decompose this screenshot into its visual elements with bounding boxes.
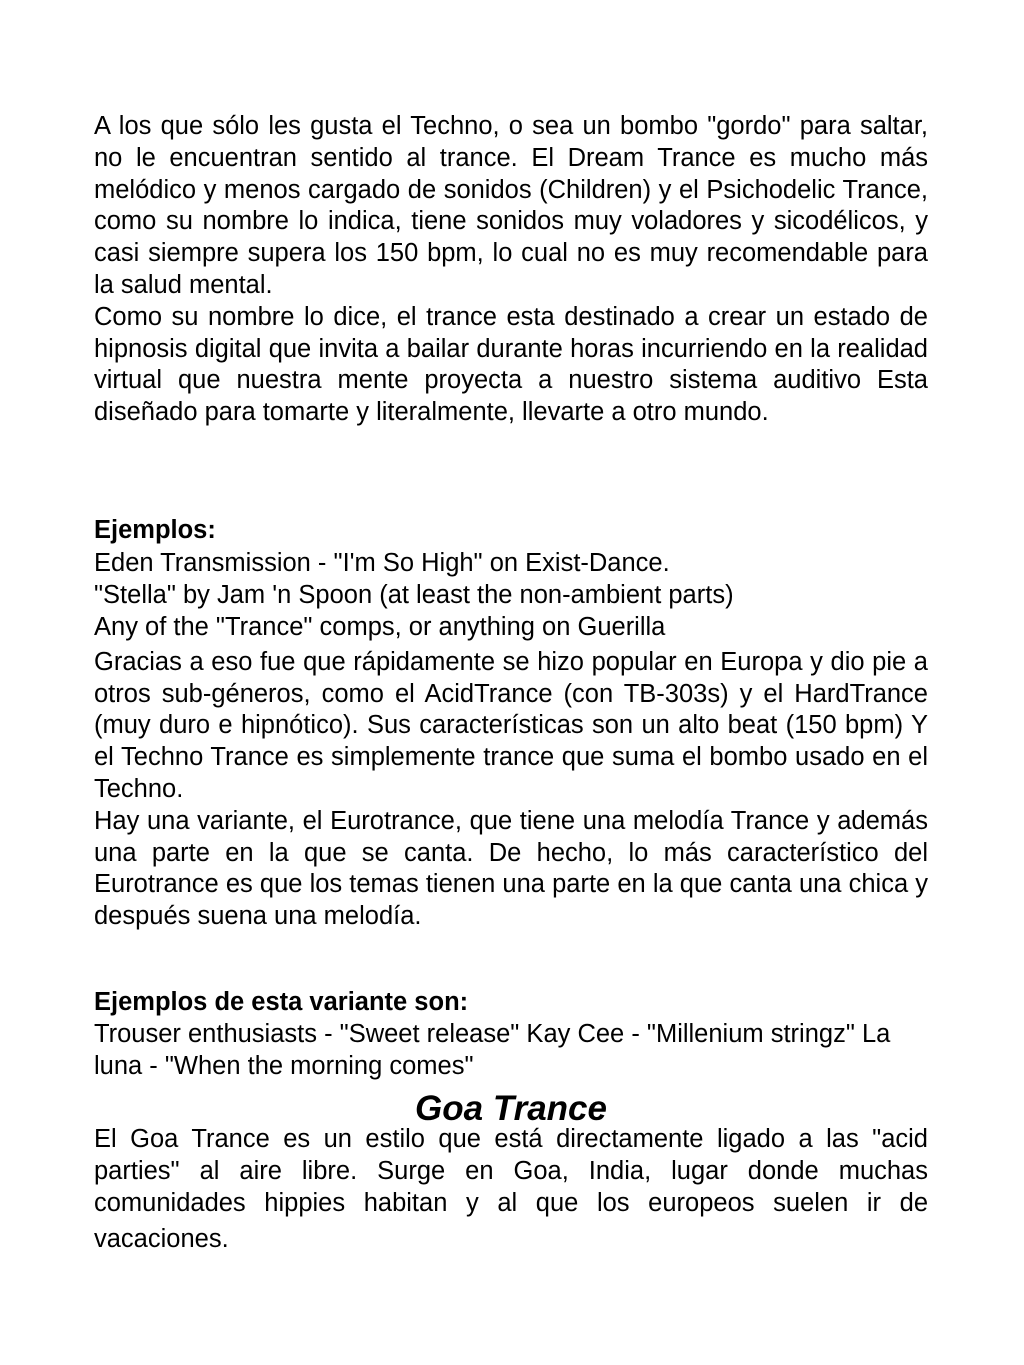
document-page [94, 111, 928, 1256]
example-item: "Stella" by Jam 'n Spoon (at least the non-ambient parts) [94, 580, 734, 609]
variant-examples-line: Trouser enthusiasts - "Sweet release" Kay Cee - "Millenium stringz" La [94, 1019, 891, 1048]
paragraph-subgenres: Gracias a eso fue que rápidamente se hizo popular en Europa y dio pie a otros sub-géneros, como el AcidTrance (con TB-303s) y el HardTrance (muy duro e hipnótico). Sus características son un alto beat (150 bpm) Y el Techno Trance es simplemente trance que suma el bombo usado en el Techno. [94, 647, 928, 803]
example-item: Eden Transmission - "I'm So High" on Exist-Dance. [94, 548, 670, 577]
paragraph-goa-trance-last-line: vacaciones. [94, 1224, 229, 1253]
spacer [94, 933, 928, 987]
paragraph-trance-purpose: Como su nombre lo dice, el trance esta destinado a crear un estado de hipnosis digital que invita a bailar durante horas incurriendo en la realidad virtual que nuestra mente proyecta a nuestro sistema auditivo Esta diseñado para tomarte y literalmente, llevarte a otro mundo. [94, 302, 928, 427]
paragraph-goa-trance: El Goa Trance es un estilo que está directamente ligado a las "acid parties" al aire libre. Surge en Goa, India, lugar donde muchas comunidades hippies habitan y al que los europeos suelen ir de [94, 1125, 928, 1217]
variant-examples-heading: Ejemplos de esta variante son: [94, 987, 469, 1016]
paragraph-techno-vs-trance: A los que sólo les gusta el Techno, o sea un bombo "gordo" para saltar, no le encuentran sentido al trance. El Dream Trance es mucho más melódico y menos cargado de sonidos (Children) y el Psichodelic Trance, como su nombre lo indica, tiene sonidos muy voladores y sicodélicos, y casi siempre supera los 150 bpm, lo cual no es muy recomendable para la salud mental. [94, 112, 928, 299]
spacer [94, 429, 928, 515]
variant-examples-line: luna - "When the morning comes" [94, 1051, 474, 1080]
paragraph-eurotrance: Hay una variante, el Eurotrance, que tiene una melodía Trance y además una parte en la que se canta. De hecho, lo más característico del Eurotrance es que los temas tienen una parte en la que canta una chica y después suena una melodía. [94, 806, 928, 931]
section-title-goa-trance: Goa Trance [415, 1089, 607, 1129]
examples-heading: Ejemplos: [94, 515, 216, 544]
examples-list [94, 547, 928, 643]
example-item: Any of the "Trance" comps, or anything on Guerilla [94, 612, 666, 641]
